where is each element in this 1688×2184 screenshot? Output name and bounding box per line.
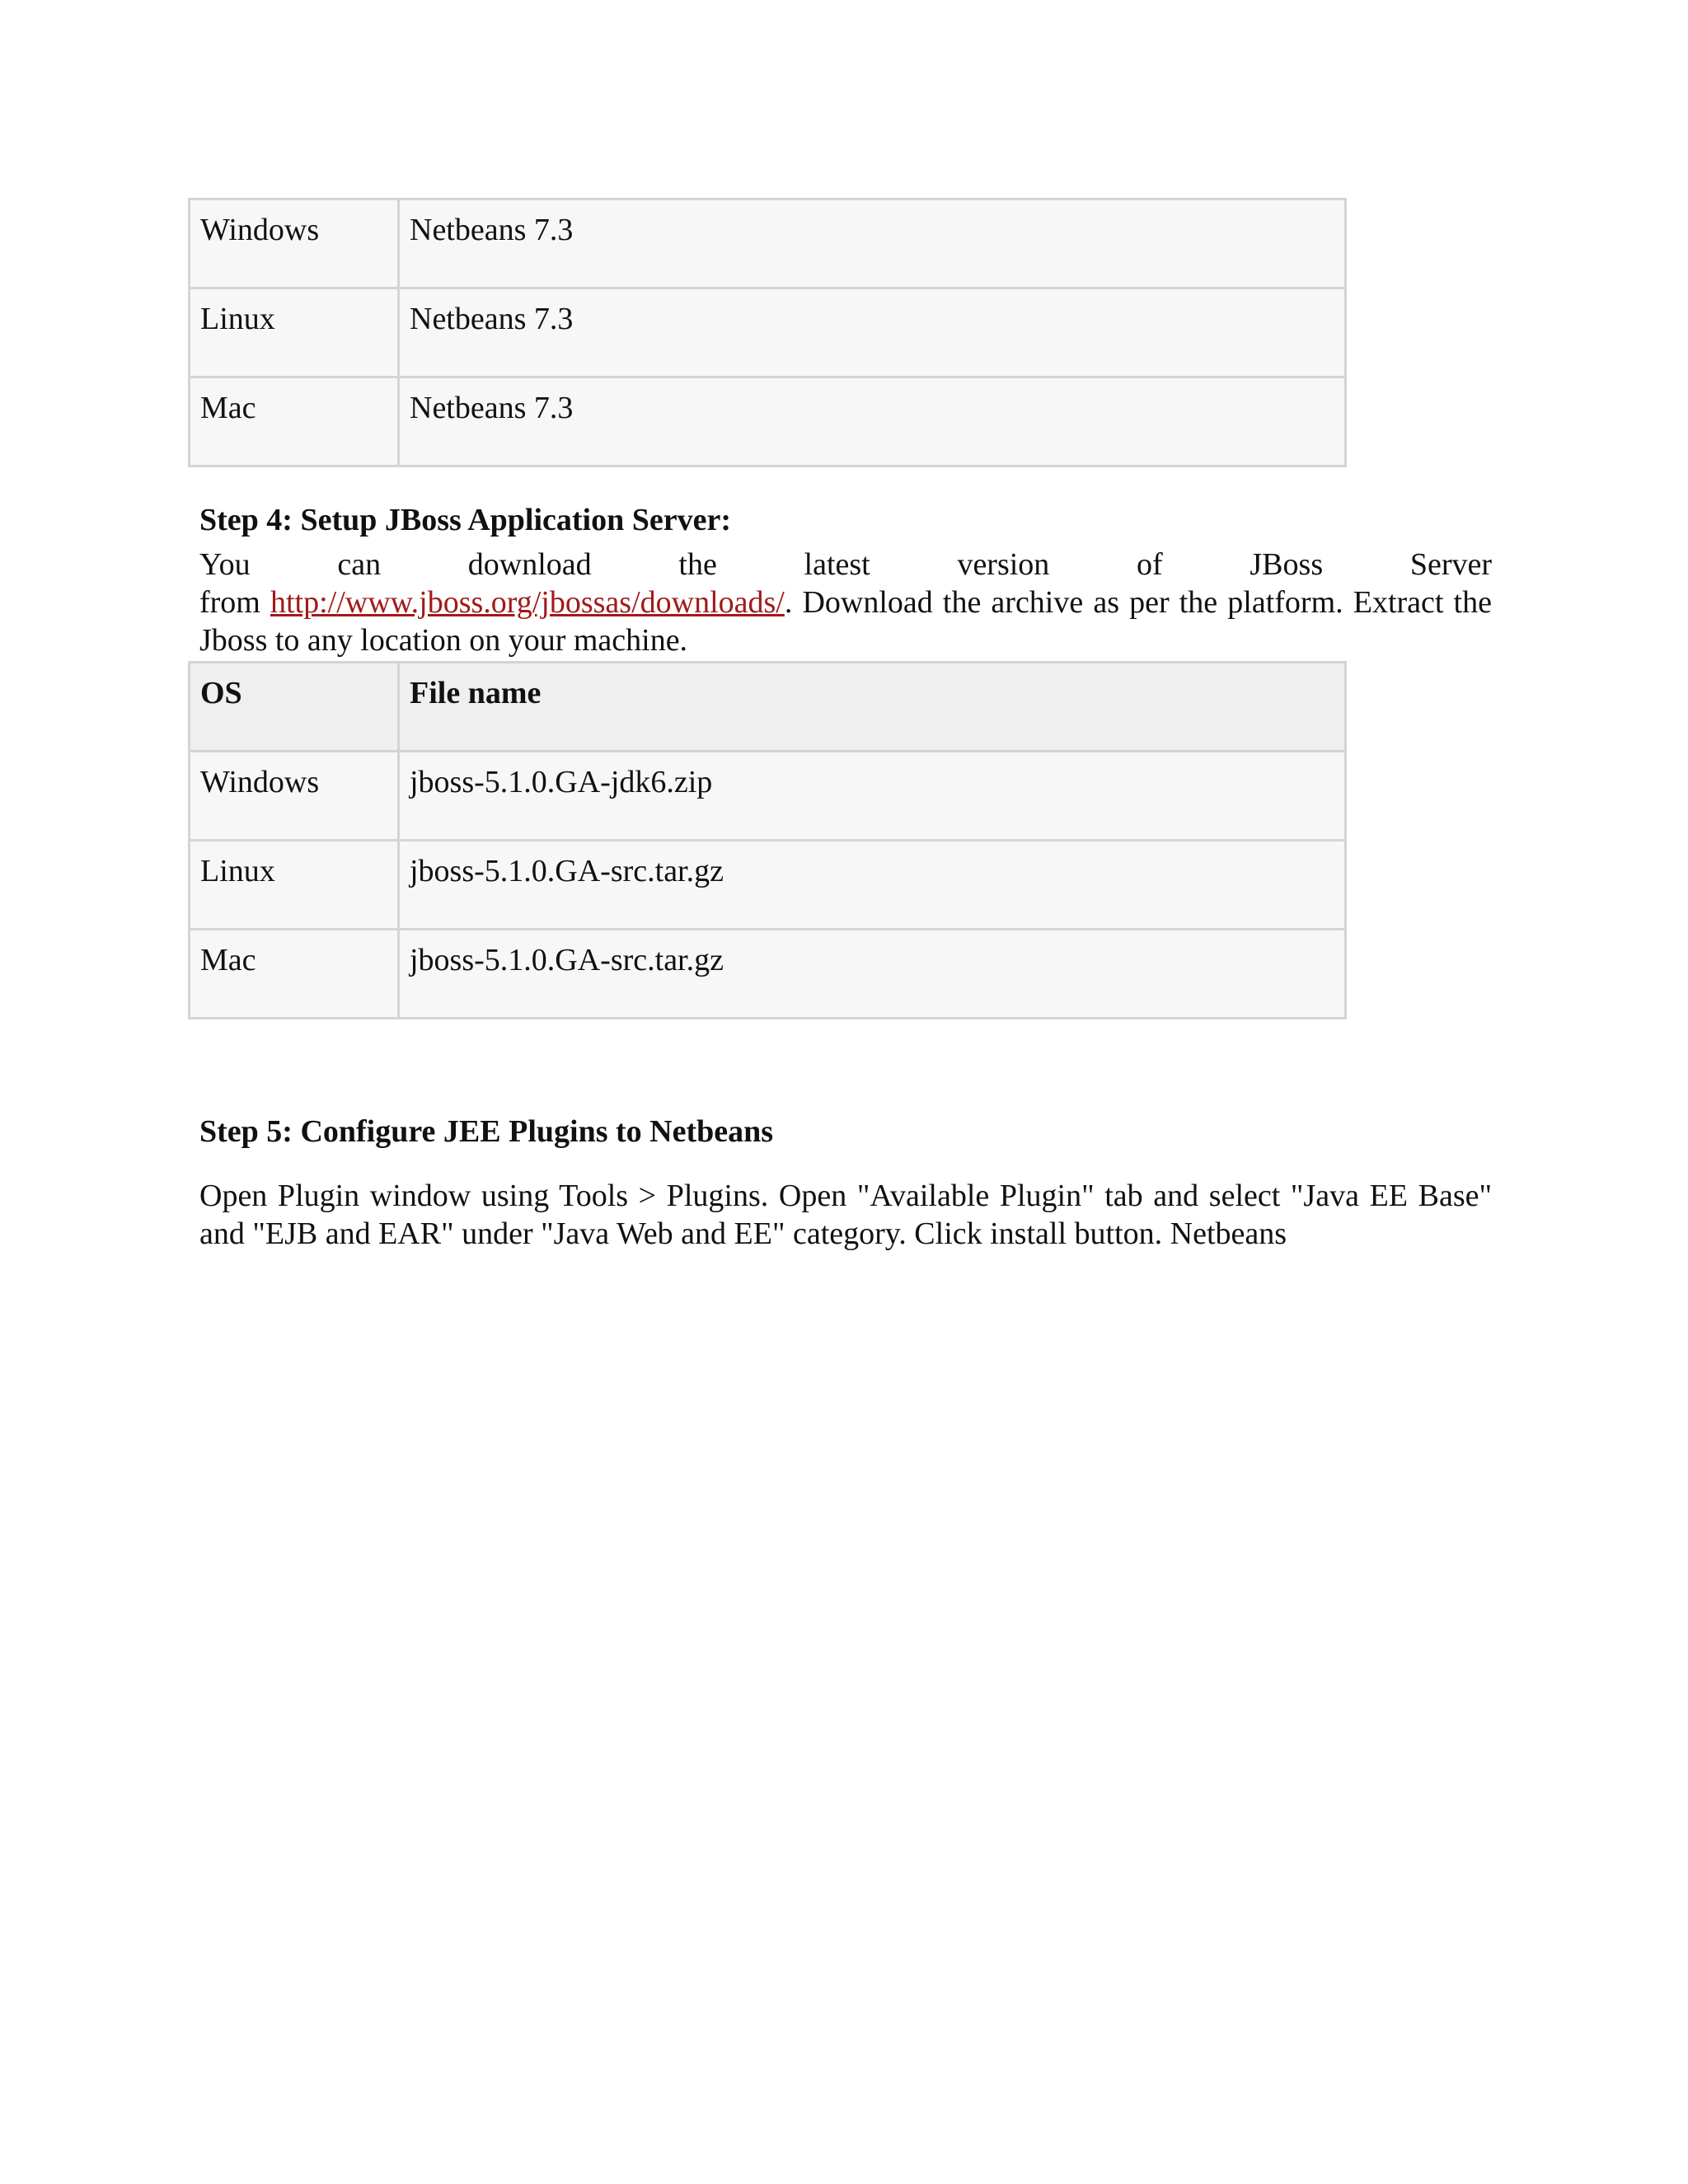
- table-row: [190, 377, 1346, 466]
- table-header-row: [190, 663, 1346, 752]
- step4-paragraph: [199, 546, 1492, 659]
- version-cell: Netbeans 7.3: [399, 199, 1346, 288]
- version-cell: Netbeans 7.3: [399, 288, 1346, 377]
- file-name-cell: jboss-5.1.0.GA-src.tar.gz: [399, 930, 1346, 1019]
- os-cell: Windows: [190, 199, 399, 288]
- step5-heading: Step 5: Configure JEE Plugins to Netbeans: [199, 1114, 774, 1149]
- os-cell: Mac: [190, 377, 399, 466]
- step4-heading: Step 4: Setup JBoss Application Server:: [199, 503, 731, 537]
- os-column-header: OS: [190, 663, 399, 752]
- file-name-cell: jboss-5.1.0.GA-jdk6.zip: [399, 752, 1346, 841]
- table-row: [190, 752, 1346, 841]
- os-cell: Linux: [190, 288, 399, 377]
- step5-paragraph: Open Plugin window using Tools > Plugins. Open "Available Plugin" tab and select "Java EE Base" and "EJB and EAR" under "Java Web and EE" category. Click install button. Netbeans: [199, 1179, 1492, 1251]
- file-name-cell: jboss-5.1.0.GA-src.tar.gz: [399, 841, 1346, 930]
- step4-after-link: . Download the archive as per the platform. Extract the Jboss to any location on your machine.: [199, 585, 1492, 658]
- os-cell: Mac: [190, 930, 399, 1019]
- netbeans-versions-table: [188, 198, 1347, 467]
- os-cell: Windows: [190, 752, 399, 841]
- jboss-files-table: [188, 661, 1347, 1019]
- table-row: [190, 199, 1346, 288]
- version-cell: Netbeans 7.3: [399, 377, 1346, 466]
- step4-from-text: from: [199, 585, 270, 620]
- step4-line1: You can download the latest version of JBoss Server: [199, 547, 1492, 582]
- table-row: [190, 288, 1346, 377]
- table-row: [190, 930, 1346, 1019]
- file-name-column-header: File name: [399, 663, 1346, 752]
- jboss-downloads-link[interactable]: http://www.jboss.org/jbossas/downloads/: [270, 585, 785, 620]
- table-row: [190, 841, 1346, 930]
- os-cell: Linux: [190, 841, 399, 930]
